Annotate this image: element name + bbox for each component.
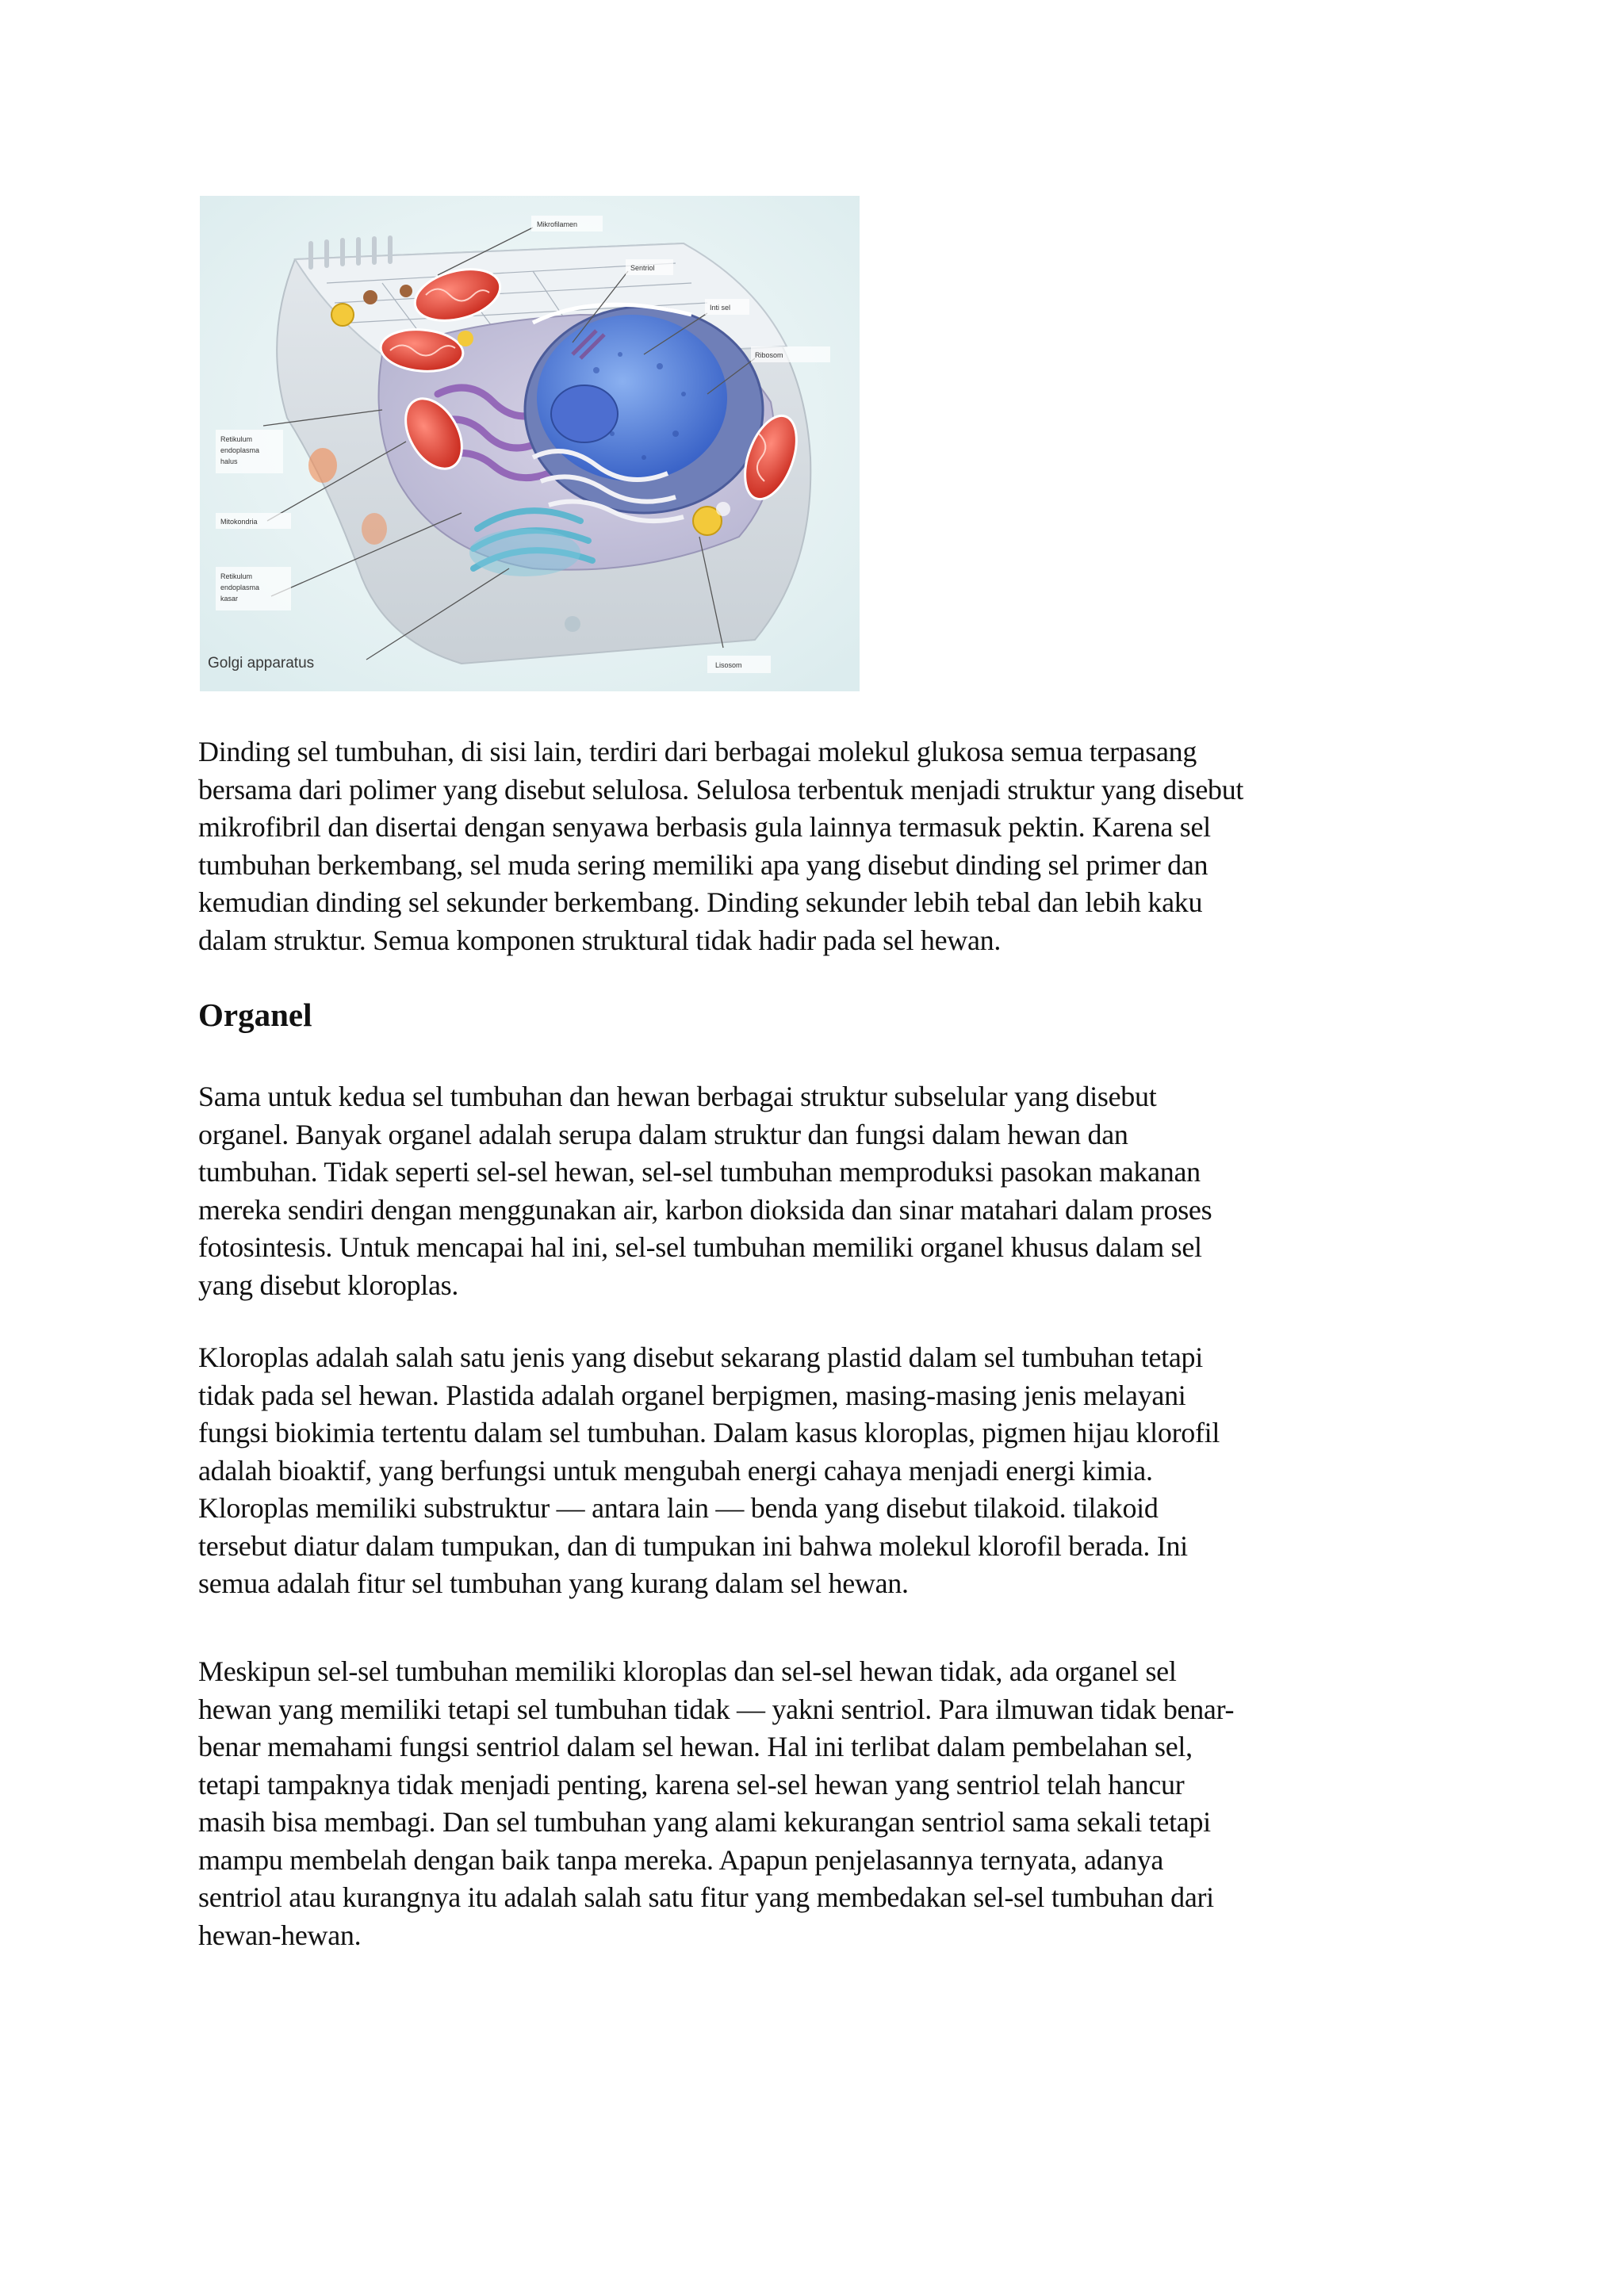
cell-diagram-figure <box>200 196 860 691</box>
paragraph-organel: Sama untuk kedua sel tumbuhan dan hewan berbagai struktur subselular yang disebut organel. Banyak organel adalah serupa dalam struktur dan fungsi dalam hewan dan tumbuhan. Tidak seperti sel-sel hewan, sel-sel tumbuhan memproduksi pasokan makanan mereka sendiri dengan menggunakan air, karbon dioksida dan sinar matahari dalam proses fotosintesis. Untuk mencapai hal ini, sel-sel tumbuhan memiliki organel khusus dalam sel yang disebut kloroplas. <box>198 1081 1212 1301</box>
paragraph-dinding-sel: Dinding sel tumbuhan, di sisi lain, terdiri dari berbagai molekul glukosa semua terpasang bersama dari polimer yang disebut selulosa. Selulosa terbentuk menjadi struktur yang disebut mikrofibril dan disertai dengan senyawa berbasis gula lainnya termasuk pektin. Karena sel tumbuhan berkembang, sel muda sering memiliki apa yang disebut dinding sel primer dan kemudian dinding sel sekunder berkembang. Dinding sekunder lebih tebal dan lebih kaku dalam struktur. Semua komponen struktural tidak hadir pada sel hewan. <box>198 736 1244 956</box>
label-re-halus-1: Retikulum <box>220 435 253 443</box>
paragraph-kloroplas: Kloroplas adalah salah satu jenis yang disebut sekarang plastid dalam sel tumbuhan tetapi tidak pada sel hewan. Plastida adalah organel berpigmen, masing-masing jenis melayani fungsi biokimia tertentu dalam sel tumbuhan. Dalam kasus kloroplas, pigmen hijau klorofil adalah bioaktif, yang berfungsi untuk mengubah energi cahaya menjadi energi kimia. Kloroplas memiliki substruktur — antara lain — benda yang disebut tilakoid. tilakoid tersebut diatur dalam tumpukan, dan di tumpukan ini bahwa molekul klorofil berada. Ini semua adalah fitur sel tumbuhan yang kurang dalam sel hewan. <box>198 1341 1220 1599</box>
section-heading-organel: Organel <box>198 997 312 1033</box>
label-re-kasar-3: kasar <box>220 595 239 603</box>
paragraph-sentriol: Meskipun sel-sel tumbuhan memiliki kloroplas dan sel-sel hewan tidak, ada organel sel hewan yang memiliki tetapi sel tumbuhan tidak — yakni sentriol. Para ilmuwan tidak benar- benar memahami fungsi sentriol dalam sel hewan. Hal ini terlibat dalam pembelahan sel, tetapi tampaknya tidak menjadi penting, karena sel-sel hewan yang sentriol telah hancur masih bisa membagi. Dan sel tumbuhan yang alami kekurangan sentriol sama sekali tetapi mampu membelah dengan baik tanpa mereka. Apapun penjelasannya ternyata, adanya sentriol atau kurangnya itu adalah salah satu fitur yang membedakan sel-sel tumbuhan dari hewan-hewan. <box>198 1655 1235 1951</box>
label-inti-sel: Inti sel <box>710 304 731 312</box>
label-re-kasar-1: Retikulum <box>220 572 253 580</box>
label-re-kasar-2: endoplasma <box>220 584 260 591</box>
label-mikrofilamen: Mikrofilamen <box>537 220 578 228</box>
label-golgi: Golgi apparatus <box>208 655 315 672</box>
label-re-halus-3: halus <box>220 457 238 465</box>
label-ribosom: Ribosom <box>755 351 783 359</box>
animal-cell-diagram-icon <box>200 196 860 691</box>
label-mitokondria: Mitokondria <box>220 518 258 526</box>
label-lisosom: Lisosom <box>715 661 742 669</box>
label-re-halus-2: endoplasma <box>220 446 260 454</box>
label-sentriol: Sentriol <box>630 264 655 272</box>
